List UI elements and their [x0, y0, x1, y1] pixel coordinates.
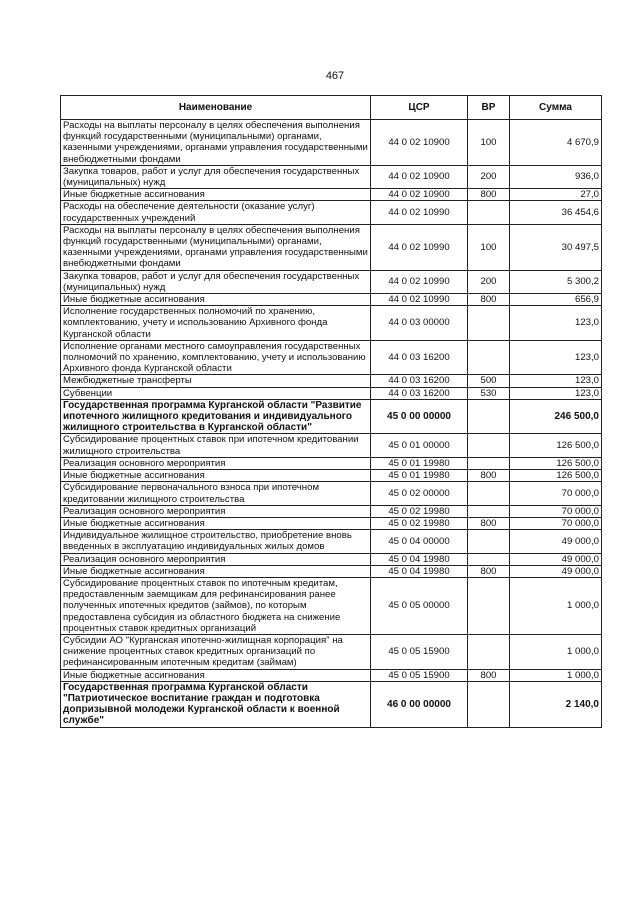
row-code: 44 0 02 10990	[371, 201, 468, 224]
table-row	[61, 224, 602, 270]
row-name: Реализация основного мероприятия	[61, 553, 371, 565]
row-vr	[468, 306, 510, 341]
row-sum: 2 140,0	[510, 681, 602, 727]
row-code: 44 0 03 16200	[371, 375, 468, 387]
row-code: 45 0 01 00000	[371, 434, 468, 457]
table-row	[61, 270, 602, 293]
row-vr: 100	[468, 224, 510, 270]
row-vr: 500	[468, 375, 510, 387]
row-vr: 800	[468, 669, 510, 681]
table-row	[61, 553, 602, 565]
row-code: 45 0 02 19980	[371, 517, 468, 529]
row-name: Межбюджетные трансферты	[61, 375, 371, 387]
table-row	[61, 294, 602, 306]
table-row	[61, 387, 602, 399]
row-name: Иные бюджетные ассигнования	[61, 517, 371, 529]
row-sum: 123,0	[510, 340, 602, 375]
table-row	[61, 201, 602, 224]
row-name: Субвенции	[61, 387, 371, 399]
table-row	[61, 457, 602, 469]
row-sum: 123,0	[510, 375, 602, 387]
row-code: 44 0 03 16200	[371, 387, 468, 399]
header-code: ЦСР	[371, 96, 468, 120]
row-code: 45 0 02 19980	[371, 505, 468, 517]
row-vr	[468, 482, 510, 505]
table-row	[61, 375, 602, 387]
row-name: Государственная программа Курганской области "Патриотическое воспитание граждан и подготовка допризывной молодежи Курганской области к военной службе"	[61, 681, 371, 727]
row-sum: 5 300,2	[510, 270, 602, 293]
table-row	[61, 120, 602, 166]
table-row	[61, 505, 602, 517]
table-row	[61, 482, 602, 505]
row-sum: 1 000,0	[510, 669, 602, 681]
table-header-row	[61, 96, 602, 120]
row-vr: 800	[468, 294, 510, 306]
row-name: Иные бюджетные ассигнования	[61, 294, 371, 306]
row-name: Иные бюджетные ассигнования	[61, 189, 371, 201]
table-row	[61, 577, 602, 634]
header-sum: Сумма	[510, 96, 602, 120]
row-sum: 36 454,6	[510, 201, 602, 224]
row-sum: 30 497,5	[510, 224, 602, 270]
row-code: 45 0 04 00000	[371, 530, 468, 553]
row-name: Субсидии АО "Курганская ипотечно-жилищная корпорация" на снижение процентных ставок кредитных организаций по рефинансированным ипотечным кредитам (займам)	[61, 634, 371, 669]
row-vr: 200	[468, 270, 510, 293]
row-vr	[468, 681, 510, 727]
row-vr	[468, 201, 510, 224]
row-sum: 1 000,0	[510, 634, 602, 669]
row-vr	[468, 434, 510, 457]
row-code: 45 0 00 00000	[371, 399, 468, 434]
row-vr	[468, 399, 510, 434]
row-code: 44 0 02 10990	[371, 294, 468, 306]
row-code: 46 0 00 00000	[371, 681, 468, 727]
table-row	[61, 434, 602, 457]
table-row	[61, 669, 602, 681]
row-name: Реализация основного мероприятия	[61, 457, 371, 469]
row-name: Государственная программа Курганской области "Развитие ипотечного жилищного кредитования и индивидуального жилищного строительства в Курганской области"	[61, 399, 371, 434]
row-vr	[468, 530, 510, 553]
table-row	[61, 340, 602, 375]
table-row	[61, 189, 602, 201]
row-vr	[468, 577, 510, 634]
table-row	[61, 306, 602, 341]
row-vr	[468, 553, 510, 565]
row-vr: 530	[468, 387, 510, 399]
row-code: 45 0 02 00000	[371, 482, 468, 505]
row-vr: 100	[468, 120, 510, 166]
row-name: Исполнение государственных полномочий по хранению, комплектованию, учету и использованию Архивного фонда Курганской области	[61, 306, 371, 341]
row-name: Расходы на выплаты персоналу в целях обеспечения выполнения функций государственными (муниципальными) органами, казенными учреждениями, органами управления государственными внебюджетными фондами	[61, 120, 371, 166]
row-code: 45 0 01 19980	[371, 470, 468, 482]
row-name: Иные бюджетные ассигнования	[61, 669, 371, 681]
row-sum: 70 000,0	[510, 505, 602, 517]
row-code: 44 0 02 10990	[371, 270, 468, 293]
row-code: 45 0 05 15900	[371, 669, 468, 681]
row-code: 45 0 04 19980	[371, 565, 468, 577]
row-name: Субсидирование первоначального взноса при ипотечном кредитовании жилищного строительства	[61, 482, 371, 505]
row-vr: 800	[468, 517, 510, 529]
row-code: 44 0 02 10900	[371, 120, 468, 166]
row-name: Расходы на обеспечение деятельности (оказание услуг) государственных учреждений	[61, 201, 371, 224]
row-sum: 246 500,0	[510, 399, 602, 434]
row-sum: 123,0	[510, 306, 602, 341]
row-sum: 70 000,0	[510, 517, 602, 529]
row-code: 44 0 02 10900	[371, 165, 468, 188]
row-sum: 126 500,0	[510, 457, 602, 469]
row-vr: 800	[468, 189, 510, 201]
table-row	[61, 470, 602, 482]
row-name: Реализация основного мероприятия	[61, 505, 371, 517]
row-sum: 4 670,9	[510, 120, 602, 166]
row-sum: 126 500,0	[510, 470, 602, 482]
row-sum: 1 000,0	[510, 577, 602, 634]
row-vr	[468, 505, 510, 517]
table-row	[61, 399, 602, 434]
row-name: Субсидирование процентных ставок при ипотечном кредитовании жилищного строительства	[61, 434, 371, 457]
row-sum: 936,0	[510, 165, 602, 188]
row-vr	[468, 340, 510, 375]
table-row	[61, 681, 602, 727]
row-vr: 200	[468, 165, 510, 188]
row-vr: 800	[468, 565, 510, 577]
row-code: 44 0 02 10990	[371, 224, 468, 270]
row-code: 44 0 03 00000	[371, 306, 468, 341]
row-sum: 656,9	[510, 294, 602, 306]
row-name: Закупка товаров, работ и услуг для обеспечения государственных (муниципальных) нужд	[61, 165, 371, 188]
row-code: 45 0 04 19980	[371, 553, 468, 565]
row-vr	[468, 457, 510, 469]
row-vr: 800	[468, 470, 510, 482]
row-name: Индивидуальное жилищное строительство, приобретение вновь введенных в эксплуатацию индивидуальных жилых домов	[61, 530, 371, 553]
row-vr	[468, 634, 510, 669]
row-sum: 49 000,0	[510, 530, 602, 553]
row-sum: 49 000,0	[510, 553, 602, 565]
table-row	[61, 517, 602, 529]
table-row	[61, 530, 602, 553]
row-code: 44 0 03 16200	[371, 340, 468, 375]
row-name: Субсидирование процентных ставок по ипотечным кредитам, предоставленным заемщикам для рефинансирования ранее полученных ипотечных кредитов (займов), по которым предоставлена субсидия из областного бюджета на снижение процентных ставок кредитных организаций	[61, 577, 371, 634]
row-name: Исполнение органами местного самоуправления государственных полномочий по хранению, комплектованию, учету и использованию Архивного фонда Курганской области	[61, 340, 371, 375]
header-name: Наименование	[61, 96, 371, 120]
row-name: Иные бюджетные ассигнования	[61, 470, 371, 482]
page-number: 467	[325, 70, 345, 82]
row-code: 44 0 02 10900	[371, 189, 468, 201]
row-sum: 123,0	[510, 387, 602, 399]
row-sum: 49 000,0	[510, 565, 602, 577]
row-sum: 70 000,0	[510, 482, 602, 505]
header-vr: ВР	[468, 96, 510, 120]
table-row	[61, 634, 602, 669]
row-sum: 126 500,0	[510, 434, 602, 457]
row-code: 45 0 05 15900	[371, 634, 468, 669]
table-row	[61, 165, 602, 188]
row-name: Иные бюджетные ассигнования	[61, 565, 371, 577]
row-code: 45 0 01 19980	[371, 457, 468, 469]
row-code: 45 0 05 00000	[371, 577, 468, 634]
row-sum: 27,0	[510, 189, 602, 201]
budget-table	[60, 95, 602, 728]
row-name: Расходы на выплаты персоналу в целях обеспечения выполнения функций государственными (муниципальными) органами, казенными учреждениями, органами управления государственными внебюджетными фондами	[61, 224, 371, 270]
row-name: Закупка товаров, работ и услуг для обеспечения государственных (муниципальных) нужд	[61, 270, 371, 293]
table-row	[61, 565, 602, 577]
